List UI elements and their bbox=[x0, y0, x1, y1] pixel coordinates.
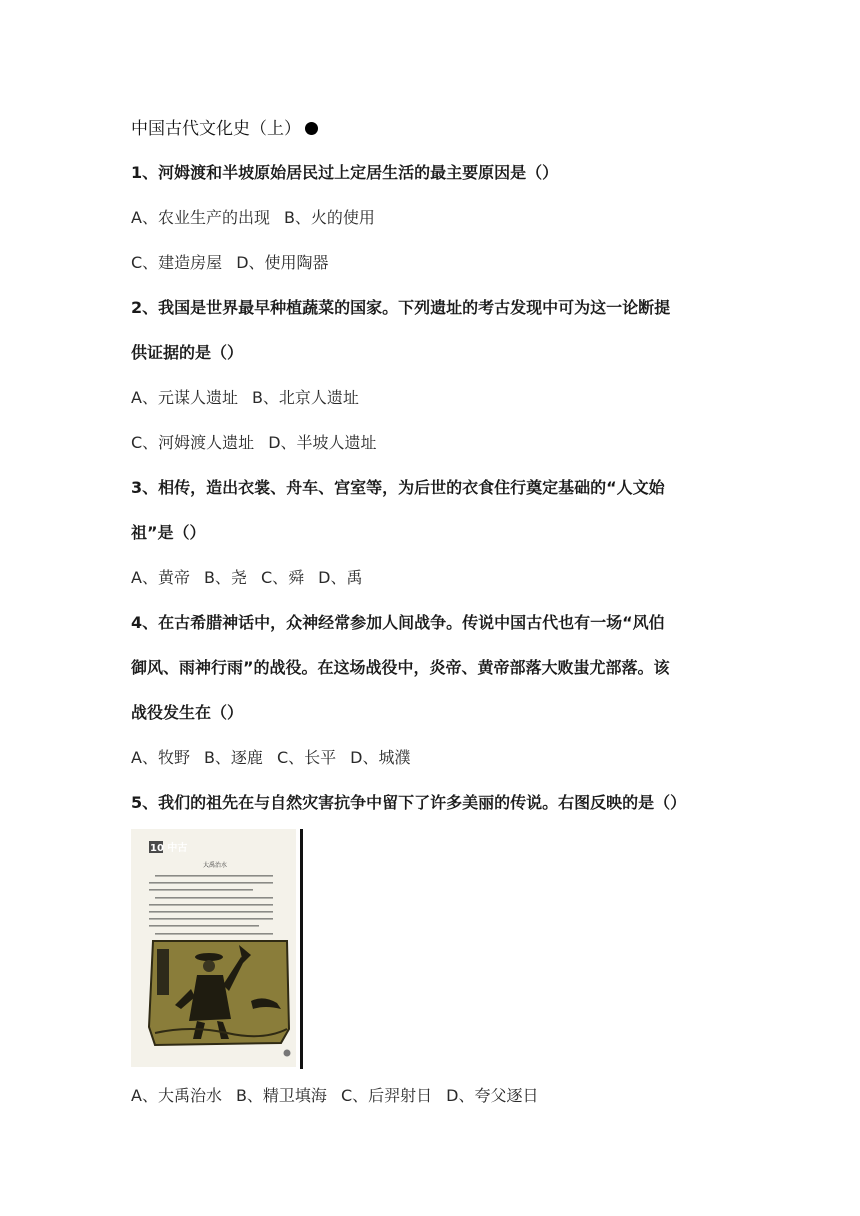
option: D、使用陶器 bbox=[236, 253, 329, 272]
option: B、火的使用 bbox=[283, 208, 375, 227]
question-1-options-row-1 bbox=[131, 206, 375, 230]
option: B、精卫填海 bbox=[235, 1086, 327, 1105]
option: D、城濮 bbox=[350, 748, 411, 767]
question-3-text-line-2: 祖”是（） bbox=[131, 523, 206, 542]
option: D、半坡人遗址 bbox=[268, 433, 377, 452]
figure-badge-text: 10 中古 bbox=[150, 843, 188, 854]
question-3-text-line-1: 3、相传，造出衣裳、舟车、宫室等，为后世的衣食住行奠定基础的“人文始 bbox=[131, 478, 665, 497]
textbook-illustration-figure bbox=[131, 829, 296, 1067]
question-1-text: 1、河姆渡和半坡原始居民过上定居生活的最主要原因是（） bbox=[131, 163, 559, 182]
figure-caption-text: 大禹治水 bbox=[203, 862, 228, 869]
bullet-dot-icon bbox=[305, 122, 318, 135]
question-4-text-line-1: 4、在古希腊神话中，众神经常参加人间战争。传说中国古代也有一场“风伯 bbox=[131, 613, 665, 632]
question-3-options-row-1 bbox=[131, 566, 362, 590]
option: C、舜 bbox=[260, 568, 305, 587]
option: B、北京人遗址 bbox=[251, 388, 359, 407]
option: D、禹 bbox=[318, 568, 363, 587]
option: A、牧野 bbox=[131, 748, 190, 767]
question-5-text: 5、我们的祖先在与自然灾害抗争中留下了许多美丽的传说。右图反映的是（） bbox=[131, 793, 687, 812]
option: B、尧 bbox=[203, 568, 247, 587]
option: C、建造房屋 bbox=[131, 253, 223, 272]
doc-title bbox=[131, 117, 318, 141]
question-4-options-row-1 bbox=[131, 746, 410, 770]
option: A、元谋人遗址 bbox=[131, 388, 238, 407]
question-2-options-row-1 bbox=[131, 386, 359, 410]
option: B、逐鹿 bbox=[203, 748, 263, 767]
woodcut-picture bbox=[149, 941, 289, 1045]
doc-title-text: 中国古代文化史（上） bbox=[131, 119, 301, 139]
option: A、大禹治水 bbox=[131, 1086, 222, 1105]
option: D、夸父逐日 bbox=[446, 1086, 539, 1105]
option: C、河姆渡人遗址 bbox=[131, 433, 255, 452]
question-2-text-line-1: 2、我国是世界最早种植蔬菜的国家。下列遗址的考古发现中可为这一论断提 bbox=[131, 298, 671, 317]
option: A、黄帝 bbox=[131, 568, 190, 587]
question-2-options-row-2 bbox=[131, 431, 377, 455]
option: C、长平 bbox=[276, 748, 337, 767]
question-4-text-line-2: 御风、雨神行雨”的战役。在这场战役中，炎帝、黄帝部落大败蚩尤部落。该 bbox=[131, 658, 670, 677]
option: C、后羿射日 bbox=[340, 1086, 433, 1105]
illustration-svg bbox=[131, 829, 296, 1067]
question-4-text-line-3: 战役发生在（） bbox=[131, 703, 244, 722]
figure-border-line bbox=[300, 829, 303, 1069]
question-5-options-row-1 bbox=[131, 1084, 538, 1108]
question-1-options-row-2 bbox=[131, 251, 329, 275]
question-2-text-line-2: 供证据的是（） bbox=[131, 343, 244, 362]
option: A、农业生产的出现 bbox=[131, 208, 270, 227]
